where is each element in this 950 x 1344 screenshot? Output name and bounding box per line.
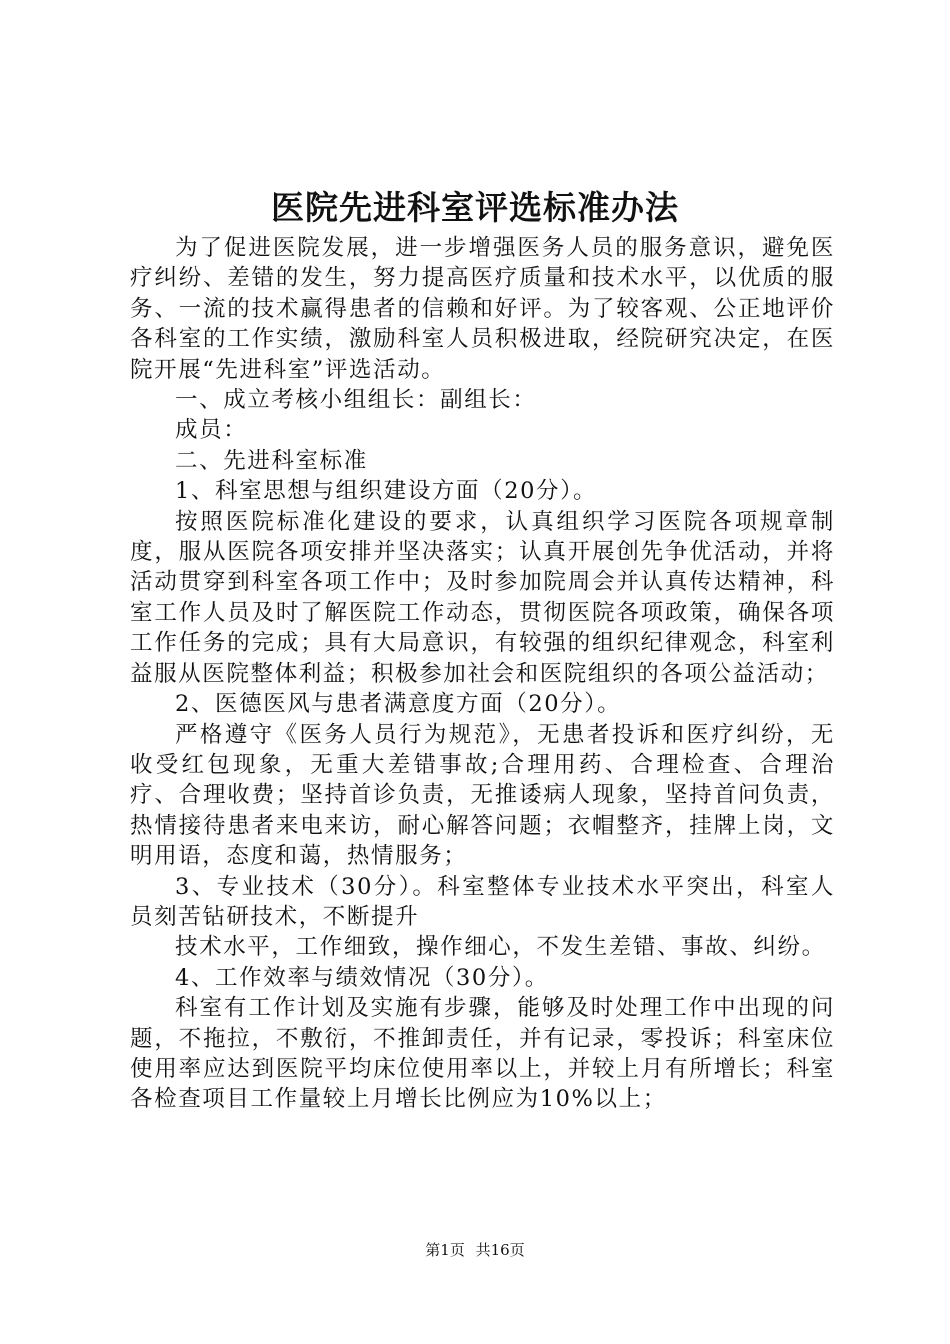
page-footer (0, 1240, 950, 1260)
section-leadership-group: 一、成立考核小组组长：副组长： (175, 387, 537, 414)
intro-paragraph: 为了促进医院发展，进一步增强医务人员的服务意识，避免医疗纠纷、差错的发生，努力提高医疗质量和技术水平，以优质的服务、一流的技术赢得患者的信赖和好评。为了较客观、公正地评价各科室的工作实绩，激励科室人员积极进取，经院研究决定，在医院开展“先进科室”评选活动。 (130, 235, 835, 383)
criterion-1-text: 按照医院标准化建设的要求，认真组织学习医院各项规章制度，服从医院各项安排并坚决落实；认真开展创先争优活动，并将活动贯穿到科室各项工作中；及时参加院周会并认真传达精神，科室工作人员及时了解医院工作动态，贯彻医院各项政策，确保各项工作任务的完成；具有大局意识，有较强的组织纪律观念，科室利益服从医院整体利益；积极参加社会和医院组织的各项公益活动； (130, 508, 835, 687)
criterion-2-text: 严格遵守《医务人员行为规范》，无患者投诉和医疗纠纷，无收受红包现象，无重大差错事故;合理用药、合理检查、合理治疗、合理收费；坚持首诊负责，无推诿病人现象，坚持首问负责，热情接待患者来电来访，耐心解答问题；衣帽整齐，挂牌上岗，文明用语，态度和蔼，热情服务； (130, 721, 835, 870)
document-body (130, 233, 835, 1115)
criterion-1-heading: 1、科室思想与组织建设方面（20分）。 (175, 478, 598, 505)
current-page-number: 第1页 (425, 1241, 465, 1259)
document-title: 医院先进科室评选标准办法 (271, 188, 679, 227)
members-line: 成员： (175, 417, 248, 444)
criterion-2-heading: 2、医德医风与患者满意度方面（20分）。 (175, 691, 622, 718)
section-standards-heading: 二、先进科室标准 (175, 447, 368, 474)
criterion-3-text: 技术水平，工作细致，操作细心，不发生差错、事故、纠纷。 (175, 934, 826, 961)
criterion-4-text: 科室有工作计划及实施有步骤，能够及时处理工作中出现的问题，不拖拉，不敷衍，不推卸责任，并有记录，零投诉；科室床位使用率应达到医院平均床位使用率以上，并较上月有所增长；科室各检查项目工作量较上月增长比例应为10%以上； (130, 995, 835, 1113)
criterion-3-heading: 3、专业技术（30分）。科室整体专业技术水平突出，科室人员刻苦钻研技术，不断提升 (130, 873, 835, 930)
total-page-count: 共16页 (475, 1241, 525, 1259)
criterion-4-heading: 4、工作效率与绩效情况（30分）。 (175, 964, 549, 991)
